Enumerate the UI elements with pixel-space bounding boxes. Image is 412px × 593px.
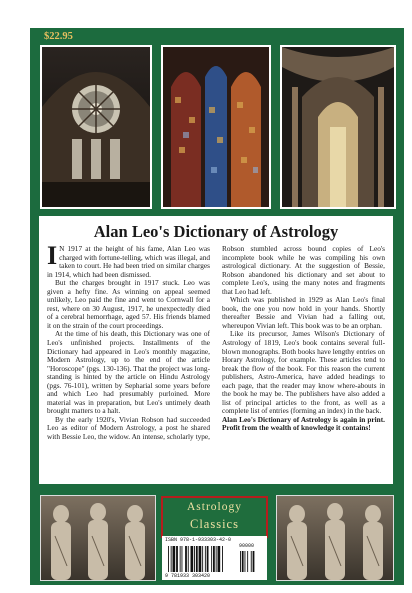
- isbn-barcode: [162, 536, 267, 580]
- cathedral-photo-stained-glass: [161, 45, 271, 209]
- paragraph: Which was published in 1929 as Alan Leo's final book, the one you now hold in your hands. Shortly thereafter Bessie and Vivian had a falling out, whereupon Vivian left. This book was to be an orphan.: [222, 295, 385, 330]
- cathedral-photo-nave: [280, 45, 396, 209]
- description-text: [47, 245, 385, 481]
- statues-photo-left: [40, 495, 156, 581]
- drop-cap: I: [47, 245, 58, 270]
- paragraph: But the charges brought in 1917 stuck. Leo was given a hefty fine. As winning on appeal seemed unlikely, Leo paid the fine and went to Cornwall for a rest, where on 30 August, 1917, he unexpectedly died of a cerebral hemorrhage, aged 57. His friends blamed it on the strain of the court proceedings.: [47, 278, 210, 330]
- back-cover: [30, 28, 404, 585]
- paragraph: At the time of his death, this Dictionary was one of Leo's unfinished projects. Installments of the Dictionary had appeared in Leo's monthly magazine, Modern Astrology, up to the end of the article "Horoscope" (pgs. 130-136). That the project was long-standing is hinted by the article on Hindu Astrology (pgs. 76-101), written by Sepharial some years before and which Leo had presumably purloined. More material was in preparation, but Leo's untimely death brought matters to a halt.: [47, 329, 210, 416]
- paragraph: By the early 1920's, Vivian Robson had succeeded Leo as editor of Modern Astrology, a post he shared with Bessie Leo, the widow. An intense, scholarly type, Robson stumbled across bound copies of Leo's incomplete book while he was compiling his own astrological dictionary. At the suggestion of Bessie, Robson abandoned his dictionary and set about to complete Leo's, using the many notes and fragments that Leo had left.: [47, 245, 385, 442]
- description-panel: [39, 216, 393, 484]
- statues-photo-right: [276, 495, 394, 581]
- barcode-digits: 9 781933 303420: [165, 573, 211, 579]
- logo-line-1: Astrology: [187, 501, 242, 513]
- cathedral-photo-rose-window: [40, 45, 152, 209]
- astrology-classics-logo: [161, 496, 268, 538]
- paragraph: [47, 245, 210, 279]
- paragraph-text: N 1917 at the height of his fame, Alan Leo was charged with fortune-telling, which was illegal, and taken to court. He had been tried on similar charges in 1914, which had been dismissed.: [47, 245, 210, 279]
- logo-line-2: Classics: [190, 517, 239, 531]
- isbn-text: ISBN 978-1-933303-42-0: [165, 537, 232, 543]
- book-title: Alan Leo's Dictionary of Astrology: [93, 222, 339, 241]
- price-addon: 90000: [239, 543, 255, 549]
- price: $22.95: [44, 31, 73, 42]
- closing-paragraph: Alan Leo's Dictionary of Astrology is again in print. Profit from the wealth of knowledge it contains!: [222, 414, 385, 433]
- paragraph: Like its precursor, James Wilson's Dictionary of Astrology of 1819, Leo's book contains several full-blown monographs. Both books have lengthy entries on Horary Astrology, for example. These articles tend to break the flow of the book. For this reason the current publishers, Astro-America, have added headings to each page, that the reader may know where-abouts in the book he may be. The publishers have also added a list of principal articles to the front, as well as a complete list of entries (forming an index) in the back.: [222, 329, 385, 416]
